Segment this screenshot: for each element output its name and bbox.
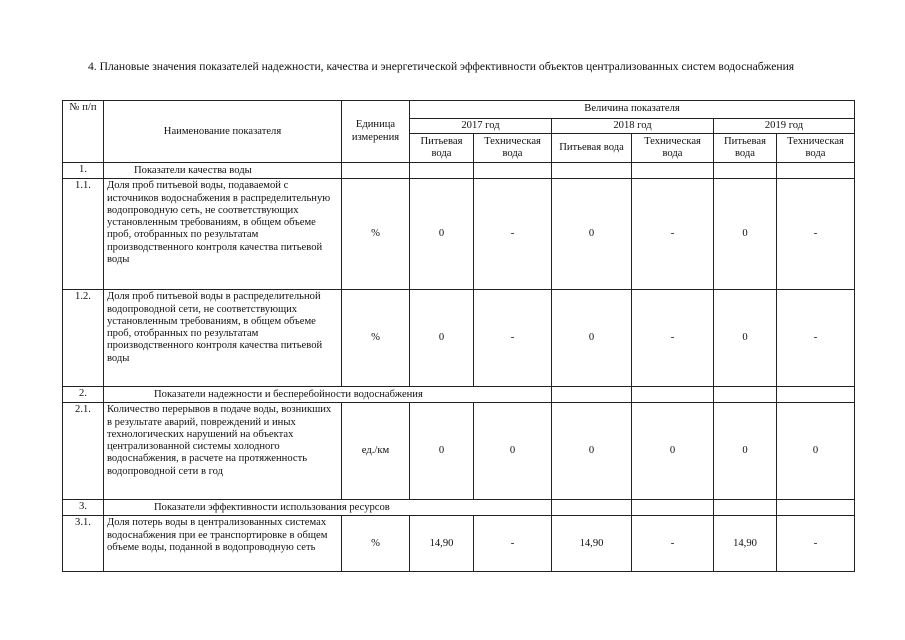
section-heading: 4. Плановые значения показателей надежности, качества и энергетической эффективности объектов централизованных систем водоснабжения [88, 60, 795, 73]
row-unit: ед./км [342, 403, 410, 500]
header-num: № п/п [63, 101, 104, 163]
value-drinking-2019: 0 [714, 403, 777, 500]
section-num: 1. [63, 163, 104, 179]
value-technical-2018: 0 [632, 403, 714, 500]
value-technical-2017: - [474, 516, 552, 572]
row-unit: % [342, 516, 410, 572]
header-technical-2018: Техническая вода [632, 134, 714, 163]
row-num: 1.2. [63, 290, 104, 387]
value-drinking-2017: 0 [410, 179, 474, 290]
row-num: 2.1. [63, 403, 104, 500]
row-name: Доля проб питьевой воды в распределительной водопроводной сети, не соответствующих установленным требованиям, в общем объеме проб, отобранных по результатам производственного контроля качества питьевой воды [104, 290, 342, 387]
value-drinking-2017: 14,90 [410, 516, 474, 572]
value-technical-2017: 0 [474, 403, 552, 500]
row-num: 1.1. [63, 179, 104, 290]
section-title: Показатели надежности и бесперебойности водоснабжения [104, 387, 552, 403]
section-row [63, 387, 855, 403]
value-technical-2018: - [632, 290, 714, 387]
value-technical-2019: - [777, 516, 855, 572]
section-row [63, 500, 855, 516]
value-drinking-2018: 0 [552, 290, 632, 387]
table-row [63, 516, 855, 572]
section-num: 2. [63, 387, 104, 403]
table-row [63, 403, 855, 500]
value-drinking-2019: 14,90 [714, 516, 777, 572]
section-row [63, 163, 855, 179]
header-drinking-2017: Питьевая вода [410, 134, 474, 163]
header-drinking-2018: Питьевая вода [552, 134, 632, 163]
row-name: Доля потерь воды в централизованных системах водоснабжения при ее транспортировке в общем объеме воды, поданной в водопроводную сеть [104, 516, 342, 572]
section-title: Показатели эффективности использования ресурсов [104, 500, 552, 516]
value-technical-2019: - [777, 179, 855, 290]
header-name: Наименование показателя [104, 101, 342, 163]
value-technical-2018: - [632, 516, 714, 572]
value-drinking-2018: 0 [552, 403, 632, 500]
value-drinking-2019: 0 [714, 179, 777, 290]
row-num: 3.1. [63, 516, 104, 572]
header-year-2017: 2017 год [410, 119, 552, 134]
header-row-1 [63, 101, 855, 119]
value-technical-2017: - [474, 290, 552, 387]
header-year-2019: 2019 год [714, 119, 855, 134]
table-row [63, 179, 855, 290]
value-drinking-2018: 0 [552, 179, 632, 290]
row-name: Доля проб питьевой воды, подаваемой с источников водоснабжения в распределительную водопроводную сеть, не соответствующих установленным требованиям, в общем объеме проб, отобранных по результатам производственного контроля качества питьевой воды [104, 179, 342, 290]
section-num: 3. [63, 500, 104, 516]
row-unit: % [342, 290, 410, 387]
table-row [63, 290, 855, 387]
header-value: Величина показателя [410, 101, 855, 119]
value-drinking-2019: 0 [714, 290, 777, 387]
header-technical-2017: Техническая вода [474, 134, 552, 163]
value-drinking-2017: 0 [410, 290, 474, 387]
header-unit: Единица измерения [342, 101, 410, 163]
indicators-table [62, 100, 855, 572]
header-year-2018: 2018 год [552, 119, 714, 134]
value-technical-2017: - [474, 179, 552, 290]
value-drinking-2018: 14,90 [552, 516, 632, 572]
header-technical-2019: Техническая вода [777, 134, 855, 163]
value-technical-2019: - [777, 290, 855, 387]
section-title: Показатели качества воды [104, 163, 342, 179]
value-drinking-2017: 0 [410, 403, 474, 500]
value-technical-2019: 0 [777, 403, 855, 500]
row-name: Количество перерывов в подаче воды, возникших в результате аварий, повреждений и иных технологических нарушений на объектах централизованной системы холодного водоснабжения, в расчете на протяженность водопроводной сети в год [104, 403, 342, 500]
row-unit: % [342, 179, 410, 290]
header-drinking-2019: Питьевая вода [714, 134, 777, 163]
value-technical-2018: - [632, 179, 714, 290]
